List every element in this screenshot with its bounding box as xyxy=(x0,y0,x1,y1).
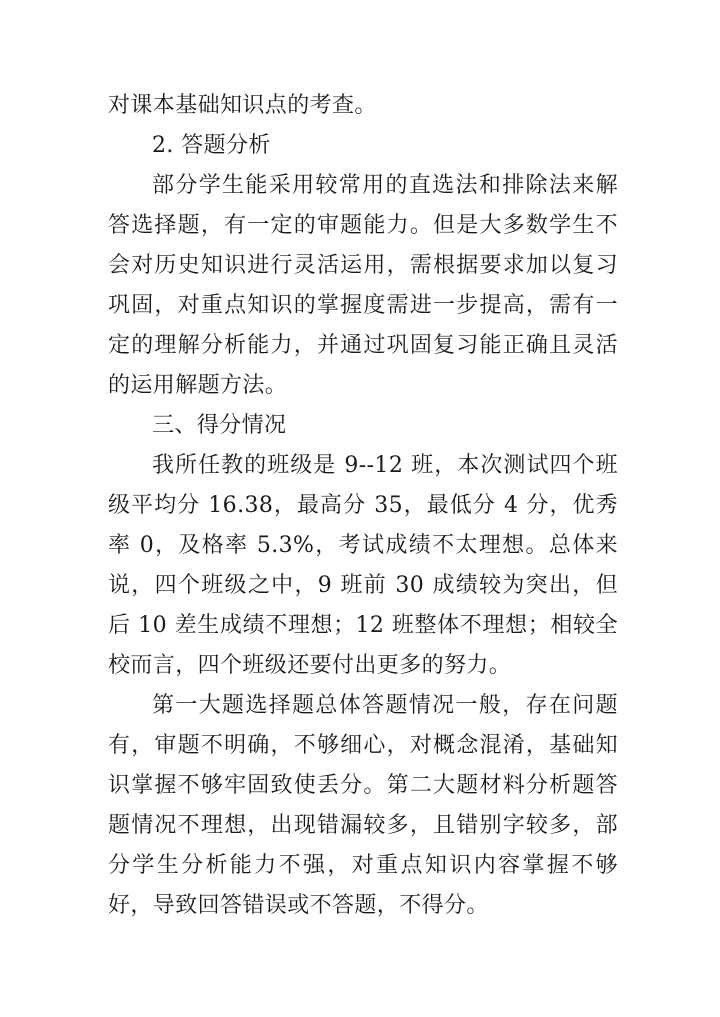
paragraph-continuation: 对课本基础知识点的考查。 xyxy=(108,93,377,118)
paragraph-question-review: 第一大题选择题总体答题情况一般，存在问题有，审题不明确，不够细心，对概念混淆，基础知识掌握不够牢固致使丢分。第二大题材料分析题答题情况不理想，出现错漏较多，且错别字较多，部分学生分析能力不强，对重点知识内容掌握不够好，导致回答错误或不答题，不得分。 xyxy=(108,693,618,918)
section-heading-score-situation: 三、得分情况 xyxy=(152,413,287,438)
document-body xyxy=(108,86,618,926)
section-heading-answer-analysis: 2. 答题分析 xyxy=(152,133,271,158)
paragraph-answer-analysis: 部分学生能采用较常用的直选法和排除法来解答选择题，有一定的审题能力。但是大多数学生不会对历史知识进行灵活运用，需根据要求加以复习巩固，对重点知识的掌握度需进一步提高，需有一定的理解分析能力，并通过巩固复习能正确且灵活的运用解题方法。 xyxy=(108,173,618,398)
paragraph-score-statistics: 我所任教的班级是 9--12 班，本次测试四个班级平均分 16.38，最高分 35，最低分 4 分，优秀率 0，及格率 5.3%，考试成绩不太理想。总体来说，四个班级之中，9 班前 30 成绩较为突出，但后 10 差生成绩不理想；12 班整体不理想；相较全校而言，四个班级还要付出更多的努力。 xyxy=(108,453,618,678)
